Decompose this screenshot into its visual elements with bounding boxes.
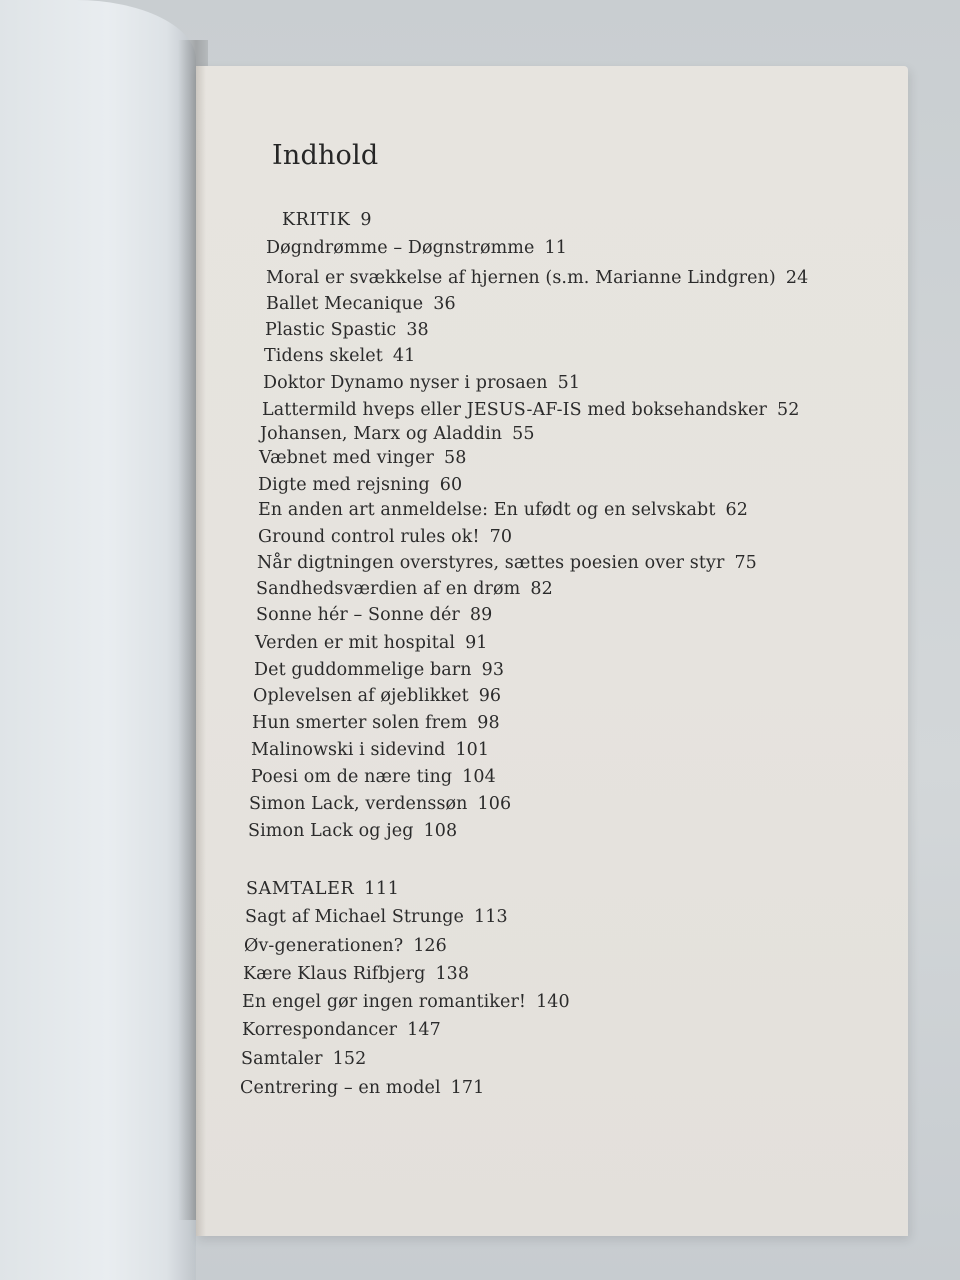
- toc-entry: [245, 907, 508, 927]
- toc-entry: [264, 346, 415, 366]
- toc-entry: [266, 294, 456, 314]
- toc-entry: [262, 400, 799, 420]
- toc-entry-title: Samtaler: [241, 1049, 323, 1069]
- toc-entry-title: Sonne hér – Sonne dér: [256, 605, 460, 625]
- toc-entry-title: Når digtningen overstyres, sættes poesien over styr: [257, 553, 725, 573]
- toc-entry: [258, 500, 748, 520]
- toc-entry: [242, 992, 570, 1012]
- toc-entry: [259, 448, 466, 468]
- toc-entry-page-number: 51: [557, 373, 581, 393]
- toc-entry: [241, 1049, 366, 1069]
- toc-entry: [254, 660, 504, 680]
- toc-entry-title: Hun smerter solen frem: [252, 713, 468, 733]
- toc-entry-title: Sagt af Michael Strunge: [245, 907, 465, 927]
- toc-entry-title: Simon Lack og jeg: [248, 821, 414, 841]
- toc-entry-title: En anden art anmeldelse: En ufødt og en selvskabt: [258, 500, 716, 520]
- toc-entry-page-number: 138: [435, 964, 470, 984]
- toc-entry-page-number: 75: [734, 553, 757, 573]
- section-title: SAMTALER: [246, 879, 355, 899]
- toc-entry-title: Ballet Mecanique: [266, 294, 424, 314]
- toc-entry: [240, 1078, 484, 1098]
- toc-entry-page-number: 106: [477, 794, 512, 814]
- section-heading: [282, 210, 372, 230]
- toc-entry-title: Ground control rules ok!: [258, 527, 480, 547]
- toc-entry: [256, 605, 492, 625]
- toc-entry: [260, 424, 535, 444]
- toc-entry-title: Kære Klaus Rifbjerg: [243, 964, 426, 984]
- toc-entry-title: Digte med rejsning: [258, 475, 430, 495]
- toc-entry-page-number: 91: [465, 633, 488, 653]
- toc-entry: [258, 475, 462, 495]
- toc-entry: [265, 320, 429, 340]
- toc-entry: [251, 767, 496, 787]
- toc-entry-title: Johansen, Marx og Aladdin: [260, 424, 503, 444]
- toc-entry-title: Væbnet med vinger: [259, 448, 434, 468]
- toc-entry: [253, 686, 501, 706]
- toc-entry-page-number: 60: [439, 475, 463, 495]
- toc-entry-page-number: 36: [433, 294, 456, 314]
- toc-entry-page-number: 38: [406, 320, 429, 340]
- right-page: [196, 66, 908, 1236]
- toc-entry: [242, 1020, 441, 1040]
- toc-entry-page-number: 93: [481, 660, 505, 680]
- toc-entry-title: Øv-generationen?: [244, 936, 404, 956]
- table-of-contents: [196, 66, 908, 1236]
- toc-entry-page-number: 70: [489, 527, 513, 547]
- toc-entry-page-number: 104: [462, 767, 496, 787]
- section-page-number: 9: [360, 210, 373, 230]
- toc-entry-page-number: 62: [725, 500, 748, 520]
- toc-entry-page-number: 101: [455, 740, 490, 760]
- toc-entry-title: Korrespondancer: [242, 1020, 398, 1040]
- toc-entry-title: Verden er mit hospital: [255, 633, 456, 653]
- toc-entry-page-number: 41: [392, 346, 416, 366]
- toc-entry-title: Centrering – en model: [240, 1078, 441, 1098]
- toc-entry-page-number: 82: [530, 579, 553, 599]
- toc-entry: [249, 794, 511, 814]
- toc-entry: [255, 633, 488, 653]
- toc-entry-page-number: 58: [444, 448, 467, 468]
- toc-entry-page-number: 171: [450, 1078, 485, 1098]
- toc-entry-page-number: 24: [785, 268, 809, 288]
- toc-entry-title: Sandhedsværdien af en drøm: [256, 579, 521, 599]
- toc-entry-title: Oplevelsen af øjeblikket: [253, 686, 469, 706]
- toc-entry-title: Simon Lack, verdenssøn: [249, 794, 468, 814]
- toc-entry-title: Poesi om de nære ting: [251, 767, 453, 787]
- toc-entry-title: Plastic Spastic: [265, 320, 397, 340]
- toc-entry-title: Det guddommelige barn: [254, 660, 472, 680]
- toc-entry-page-number: 140: [536, 992, 570, 1012]
- toc-entry: [244, 936, 447, 956]
- toc-entry-page-number: 152: [332, 1049, 367, 1069]
- section-page-number: 111: [364, 879, 400, 899]
- toc-entry: [248, 821, 457, 841]
- section-title: KRITIK: [282, 210, 351, 230]
- toc-entry-page-number: 147: [407, 1020, 441, 1040]
- toc-entry-title: En engel gør ingen romantiker!: [242, 992, 527, 1012]
- toc-entry: [252, 713, 500, 733]
- toc-entry: [256, 579, 553, 599]
- toc-entry-title: Døgndrømme – Døgnstrømme: [266, 238, 535, 258]
- toc-entry: [257, 553, 757, 573]
- toc-entry: [266, 238, 567, 258]
- toc-entry: [251, 740, 489, 760]
- toc-entry-page-number: 98: [477, 713, 500, 733]
- toc-entry: [263, 373, 580, 393]
- toc-entry: [243, 964, 469, 984]
- page-title: Indhold: [272, 140, 379, 171]
- toc-entry-title: Malinowski i sidevind: [251, 740, 446, 760]
- toc-entry: [258, 527, 512, 547]
- toc-entry-title: Tidens skelet: [264, 346, 383, 366]
- section-heading: [246, 879, 399, 899]
- toc-entry-page-number: 126: [413, 936, 447, 956]
- toc-entry-page-number: 55: [512, 424, 535, 444]
- toc-entry-page-number: 96: [478, 686, 502, 706]
- toc-entry-page-number: 89: [469, 605, 493, 625]
- toc-entry-page-number: 113: [474, 907, 508, 927]
- toc-entry-page-number: 108: [423, 821, 458, 841]
- toc-entry: [266, 268, 808, 288]
- toc-entry-page-number: 11: [544, 238, 567, 258]
- toc-entry-title: Lattermild hveps eller JESUS-AF-IS med boksehandsker: [262, 400, 768, 420]
- toc-entry-title: Moral er svækkelse af hjernen (s.m. Marianne Lindgren): [266, 268, 776, 288]
- left-page: [0, 0, 196, 1280]
- toc-entry-title: Doktor Dynamo nyser i prosaen: [263, 373, 548, 393]
- toc-entry-page-number: 52: [777, 400, 800, 420]
